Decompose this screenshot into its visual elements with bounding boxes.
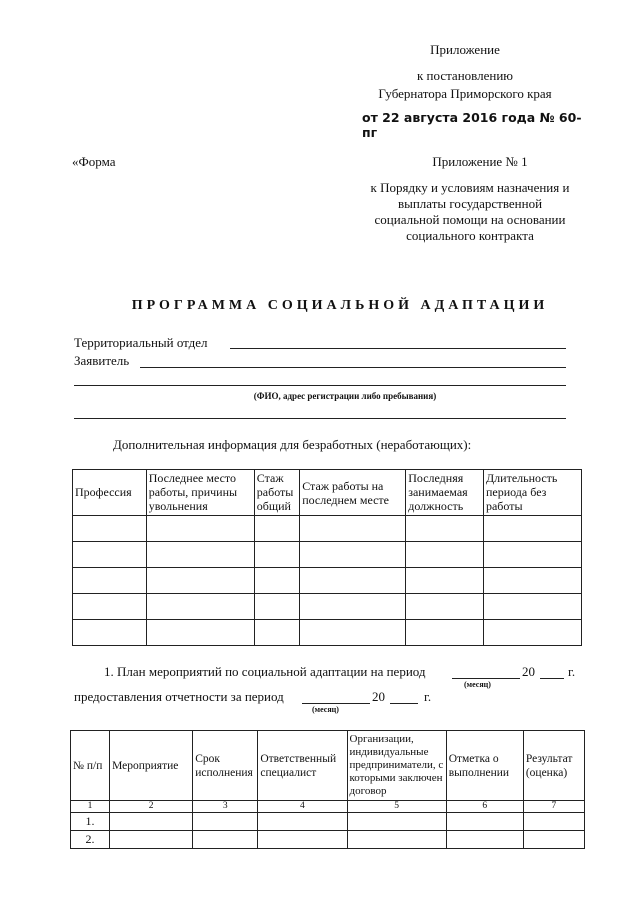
plan-line-1: 1. План мероприятий по социальной адаптации на период [104,664,426,679]
table-cell[interactable] [523,813,584,831]
applicant-field[interactable] [140,367,566,368]
col-deadline: Срок исполнения [193,731,258,801]
table-cell[interactable] [483,620,581,646]
table-cell[interactable] [254,620,299,646]
table-cell[interactable] [483,542,581,568]
table-cell[interactable] [483,568,581,594]
order-line-1: к Порядку и условиям назначения и [370,180,570,195]
applicant-field-line-2[interactable] [74,385,566,386]
table-cell[interactable] [300,516,406,542]
table-cell[interactable] [406,542,484,568]
month-note-2: (месяц) [312,705,339,714]
decree-date-stamp: от 22 августа 2016 года № 60-пг [362,110,582,140]
applicant-label: Заявитель [74,353,130,368]
table-row [73,568,582,594]
table-cell[interactable] [146,516,254,542]
table-row [73,594,582,620]
report-year-label: 20 [372,689,385,704]
table-cell[interactable] [347,831,446,849]
appendix-number: Приложение № 1 [432,154,528,169]
appendix-label: Приложение [430,42,500,57]
table-cell[interactable] [73,568,147,594]
col-result: Результат (оценка) [523,731,584,801]
plan-year-suffix: г. [568,664,576,679]
applicant-field-line-3[interactable] [74,418,566,419]
table-cell[interactable] [300,594,406,620]
table-row [71,813,585,831]
table-cell[interactable] [406,568,484,594]
measures-table [70,730,585,849]
territorial-field[interactable] [230,348,566,349]
col-number: № п/п [71,731,110,801]
table-cell[interactable] [300,542,406,568]
unemployed-table [72,469,582,646]
col-total-experience: Стаж работы общий [254,470,299,516]
table-cell[interactable] [254,594,299,620]
order-line-3: социальной помощи на основании [374,212,566,227]
table-cell[interactable] [73,594,147,620]
table-cell[interactable] [300,620,406,646]
col-period-no-work: Длительность периода без работы [483,470,581,516]
governor-label: Губернатора Приморского края [378,86,552,101]
table-cell[interactable] [193,813,258,831]
row-number: 2. [71,831,110,849]
plan-year-field[interactable] [540,678,564,679]
table-cell[interactable] [347,813,446,831]
table-cell[interactable] [258,831,347,849]
table-row [73,620,582,646]
measures-number-row [71,801,585,813]
col-measure: Мероприятие [110,731,193,801]
report-year-field[interactable] [390,703,418,704]
table-cell[interactable] [146,568,254,594]
col-profession: Профессия [73,470,147,516]
unemployed-heading: Дополнительная информация для безработных (неработающих): [113,437,472,452]
col-last-workplace: Последнее место работы, причины увольнения [146,470,254,516]
col-completion-mark: Отметка о выполнении [446,731,523,801]
table-row [73,516,582,542]
table-cell[interactable] [146,594,254,620]
table-cell[interactable] [406,516,484,542]
table-cell[interactable] [254,568,299,594]
unemployed-header-row [73,470,582,516]
col-index: 7 [523,801,584,813]
form-label: «Форма [72,154,116,169]
page-title: ПРОГРАММА СОЦИАЛЬНОЙ АДАПТАЦИИ [131,298,549,313]
table-cell[interactable] [406,594,484,620]
plan-month-field[interactable] [452,678,520,679]
col-index: 6 [446,801,523,813]
row-number: 1. [71,813,110,831]
table-row [71,831,585,849]
col-last-experience: Стаж работы на последнем месте [300,470,406,516]
table-cell[interactable] [483,594,581,620]
table-cell[interactable] [483,516,581,542]
table-cell[interactable] [146,542,254,568]
order-reference [340,180,600,244]
table-cell[interactable] [258,813,347,831]
col-last-position: Последняя занимаемая должность [406,470,484,516]
col-index: 3 [193,801,258,813]
table-cell[interactable] [254,542,299,568]
plan-line-2: предоставления отчетности за период [74,689,284,704]
table-cell[interactable] [254,516,299,542]
col-index: 4 [258,801,347,813]
col-index: 1 [71,801,110,813]
order-line-4: социального контракта [406,228,534,243]
month-note: (месяц) [464,680,491,689]
table-cell[interactable] [73,620,147,646]
table-cell[interactable] [73,542,147,568]
col-index: 5 [347,801,446,813]
col-responsible: Ответственный специалист [258,731,347,801]
report-month-field[interactable] [302,703,370,704]
fio-note: (ФИО, адрес регистрации либо пребывания) [253,391,437,401]
table-cell[interactable] [523,831,584,849]
measures-header-row [71,731,585,801]
col-organizations: Организации, индивидуальные предприниматели, с которыми заключен договор [347,731,446,801]
plan-year-label: 20 [522,664,535,679]
territorial-label: Территориальный отдел [74,335,208,350]
col-index: 2 [110,801,193,813]
table-cell[interactable] [300,568,406,594]
table-row [73,542,582,568]
to-decree-label: к постановлению [416,68,514,83]
table-cell[interactable] [406,620,484,646]
table-cell[interactable] [193,831,258,849]
table-cell[interactable] [446,813,523,831]
report-year-suffix: г. [424,689,432,704]
table-cell[interactable] [110,831,193,849]
table-cell[interactable] [446,831,523,849]
table-cell[interactable] [146,620,254,646]
table-cell[interactable] [110,813,193,831]
table-cell[interactable] [73,516,147,542]
order-line-2: выплаты государственной [397,196,543,211]
